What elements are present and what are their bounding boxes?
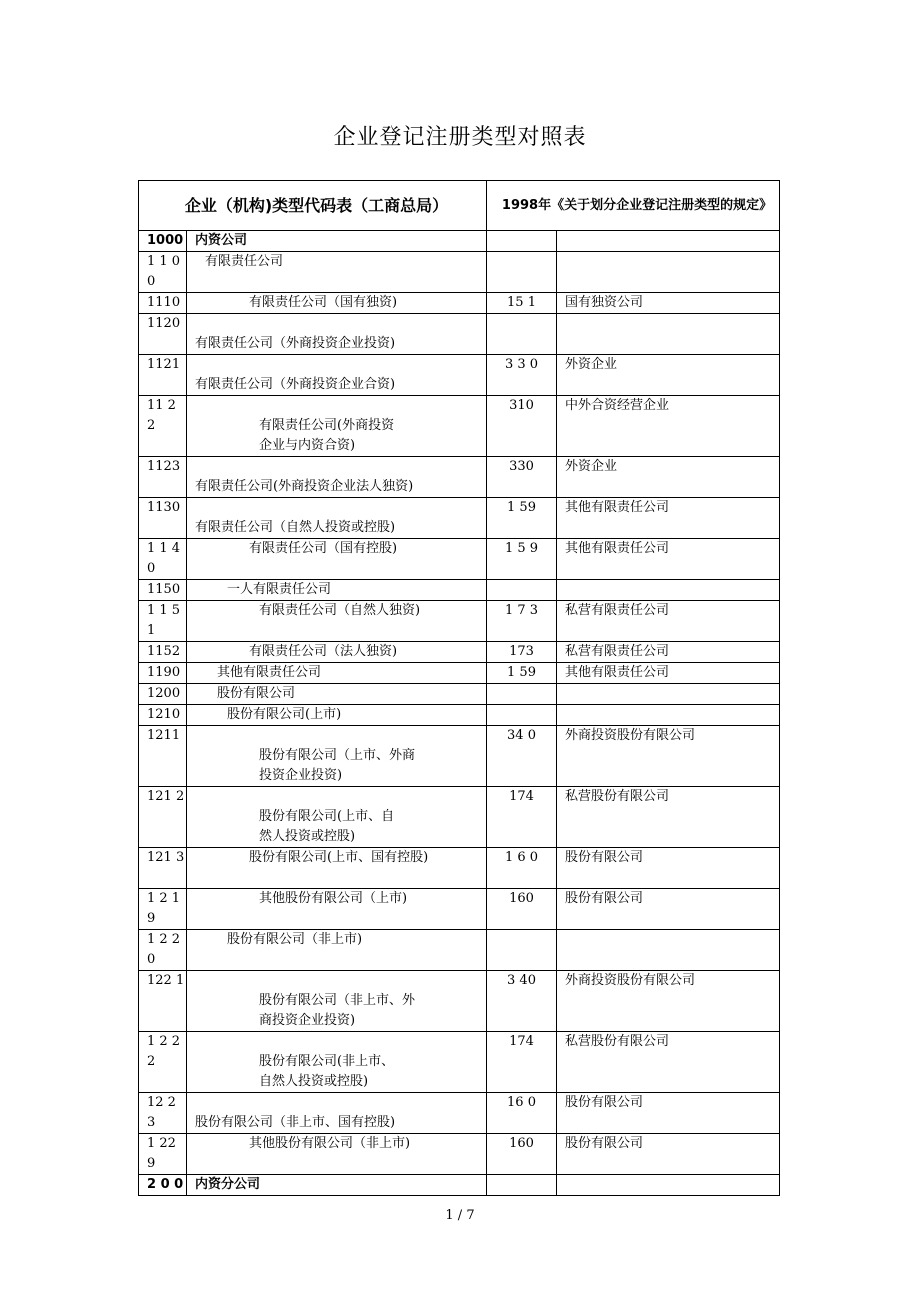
table-row [139,601,780,642]
table-row [139,252,780,293]
row-type: 其他有限责任公司 [557,539,780,580]
table-row [139,539,780,580]
row-code: 1211 [139,726,187,787]
row-num: 1 59 [487,498,557,539]
row-code: 1 1 4 0 [139,539,187,580]
row-type: 私营有限责任公司 [557,642,780,663]
row-name: 一人有限责任公司 [187,580,487,601]
table-row [139,1175,780,1196]
table-header-row [139,181,780,231]
header-left: 企业（机构)类型代码表（工商总局） [139,181,487,231]
row-code: 1110 [139,293,187,314]
row-code: 1210 [139,705,187,726]
row-num [487,252,557,293]
row-name: 股份有限公司（非上市、外商投资企业投资) [187,971,487,1032]
row-num: 15 1 [487,293,557,314]
row-type: 外商投资股份有限公司 [557,726,780,787]
row-code: 2 0 0 [139,1175,187,1196]
row-code: 1 2 2 2 [139,1032,187,1093]
header-right: 1998年《关于划分企业登记注册类型的规定》 [487,181,780,231]
row-code: 1 1 0 0 [139,252,187,293]
table-row [139,726,780,787]
row-num: 1 7 3 [487,601,557,642]
table-row [139,396,780,457]
row-num: 3 3 0 [487,355,557,396]
table-row [139,1134,780,1175]
row-num [487,314,557,355]
row-code: 11 2 2 [139,396,187,457]
row-name: 有限责任公司(外商投资企业法人独资) [187,457,487,498]
row-name: 有限责任公司(外商投资企业与内资合资) [187,396,487,457]
row-type: 股份有限公司 [557,848,780,889]
row-name: 内资公司 [187,231,487,252]
row-num: 330 [487,457,557,498]
row-type [557,930,780,971]
row-name: 有限责任公司（外商投资企业投资) [187,314,487,355]
table-row [139,787,780,848]
table-row [139,848,780,889]
row-code: 1123 [139,457,187,498]
table-row [139,642,780,663]
table-row [139,889,780,930]
row-code: 12 2 3 [139,1093,187,1134]
row-name: 股份有限公司（非上市、国有控股) [187,1093,487,1134]
row-type: 国有独资公司 [557,293,780,314]
row-type [557,705,780,726]
row-num: 1 6 0 [487,848,557,889]
row-code: 1 1 5 1 [139,601,187,642]
row-code: 1121 [139,355,187,396]
row-name: 股份有限公司 [187,684,487,705]
row-num: 16 0 [487,1093,557,1134]
page-number: 1 / 7 [445,1208,475,1223]
table-row [139,457,780,498]
row-code: 1 2 1 9 [139,889,187,930]
row-num: 160 [487,1134,557,1175]
row-code: 1 2 2 0 [139,930,187,971]
row-num: 3 40 [487,971,557,1032]
row-num [487,684,557,705]
table-row [139,355,780,396]
row-num: 34 0 [487,726,557,787]
row-num: 174 [487,787,557,848]
row-num: 173 [487,642,557,663]
row-name: 有限责任公司（自然人投资或控股) [187,498,487,539]
table-row [139,580,780,601]
row-code: 1120 [139,314,187,355]
row-code: 1 22 9 [139,1134,187,1175]
table-row [139,1032,780,1093]
row-type: 外商投资股份有限公司 [557,971,780,1032]
row-type: 私营股份有限公司 [557,1032,780,1093]
row-type: 股份有限公司 [557,889,780,930]
row-type [557,252,780,293]
row-name: 有限责任公司（法人独资) [187,642,487,663]
row-name: 有限责任公司（国有独资) [187,293,487,314]
row-code: 121 2 [139,787,187,848]
page-title: 企业登记注册类型对照表 [333,125,587,150]
table-row [139,293,780,314]
row-num [487,930,557,971]
row-type: 其他有限责任公司 [557,498,780,539]
row-name: 其他有限责任公司 [187,663,487,684]
row-type [557,231,780,252]
row-name: 内资分公司 [187,1175,487,1196]
row-type: 股份有限公司 [557,1134,780,1175]
row-code: 1130 [139,498,187,539]
row-type [557,1175,780,1196]
table-row [139,663,780,684]
row-num [487,705,557,726]
row-type: 私营股份有限公司 [557,787,780,848]
registration-type-table [138,180,780,1196]
row-name: 其他股份有限公司（非上市) [187,1134,487,1175]
row-name: 股份有限公司(上市、国有控股) [187,848,487,889]
table-row [139,705,780,726]
row-num [487,231,557,252]
row-code: 122 1 [139,971,187,1032]
row-name: 有限责任公司（外商投资企业合资) [187,355,487,396]
row-code: 1000 [139,231,187,252]
table-row [139,684,780,705]
row-num: 1 59 [487,663,557,684]
row-name: 股份有限公司（非上市) [187,930,487,971]
row-type: 私营有限责任公司 [557,601,780,642]
table-row [139,231,780,252]
row-name: 股份有限公司(上市) [187,705,487,726]
row-name: 有限责任公司 [187,252,487,293]
row-name: 有限责任公司（国有控股) [187,539,487,580]
row-num [487,1175,557,1196]
row-code: 121 3 [139,848,187,889]
row-num [487,580,557,601]
row-code: 1190 [139,663,187,684]
table-row [139,971,780,1032]
row-type [557,684,780,705]
row-num: 174 [487,1032,557,1093]
row-num: 160 [487,889,557,930]
table-row [139,930,780,971]
row-name: 股份有限公司(上市、自然人投资或控股) [187,787,487,848]
table-row [139,314,780,355]
row-num: 310 [487,396,557,457]
row-type [557,314,780,355]
table-row [139,498,780,539]
row-name: 股份有限公司（上市、外商投资企业投资) [187,726,487,787]
row-name: 有限责任公司（自然人独资) [187,601,487,642]
row-code: 1150 [139,580,187,601]
row-type: 中外合资经营企业 [557,396,780,457]
row-type: 外资企业 [557,457,780,498]
row-type: 股份有限公司 [557,1093,780,1134]
row-type: 外资企业 [557,355,780,396]
table-row [139,1093,780,1134]
row-name: 其他股份有限公司（上市) [187,889,487,930]
row-type: 其他有限责任公司 [557,663,780,684]
row-code: 1152 [139,642,187,663]
row-name: 股份有限公司(非上市、自然人投资或控股) [187,1032,487,1093]
row-type [557,580,780,601]
row-num: 1 5 9 [487,539,557,580]
row-code: 1200 [139,684,187,705]
